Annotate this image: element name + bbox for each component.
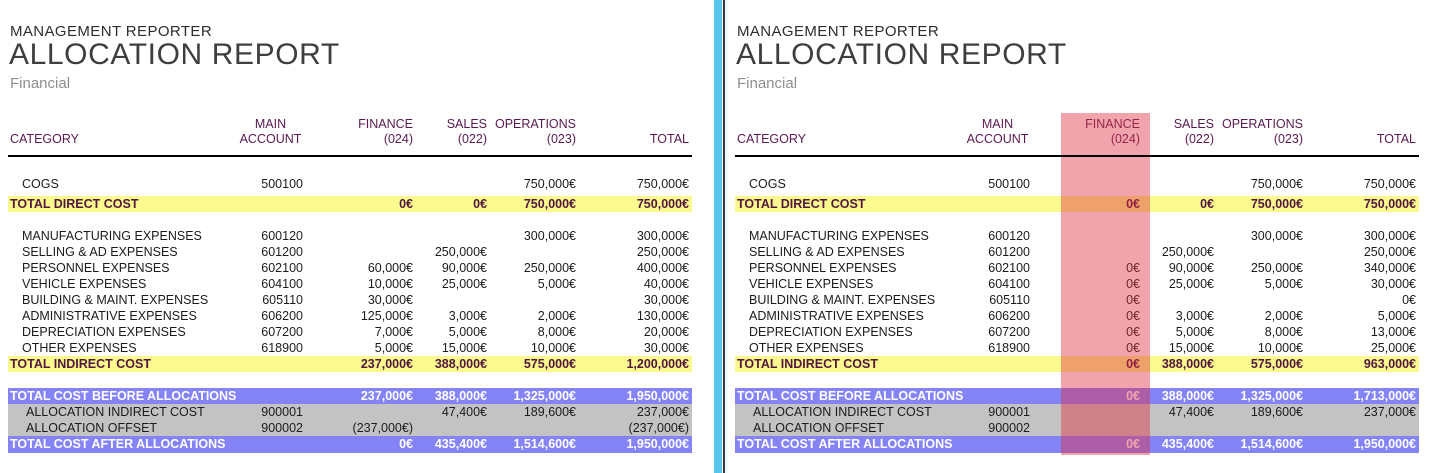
row-cell: 750,000€ xyxy=(1250,197,1303,211)
row-cell: 300,000€ xyxy=(1363,229,1416,243)
row-label: TOTAL INDIRECT COST xyxy=(737,357,878,371)
row-cell: 0€ xyxy=(399,437,413,451)
row-cell: 604100 xyxy=(988,277,1030,291)
row-cell: 47,400€ xyxy=(441,405,487,419)
row-cell xyxy=(238,212,303,228)
row-label: SELLING & AD EXPENSES xyxy=(22,245,178,259)
row-cell xyxy=(1140,228,1214,244)
row-cell xyxy=(487,292,576,308)
row-cell: 500100 xyxy=(261,177,303,191)
row-cell xyxy=(303,176,413,192)
row-cell: 340,000€ xyxy=(1363,261,1416,275)
report-table xyxy=(8,172,692,453)
column-header-row xyxy=(8,117,692,147)
row-cell: 7,000€ xyxy=(374,325,413,339)
row-cell: 0€ xyxy=(399,197,413,211)
row-cell: 0€ xyxy=(473,197,487,211)
row-cell: 5,000€ xyxy=(374,341,413,355)
column-header-line2: ACCOUNT xyxy=(239,132,302,146)
row-cell xyxy=(1140,420,1214,436)
row-cell: 0€ xyxy=(1126,197,1140,211)
row-cell xyxy=(965,356,1030,372)
row-cell xyxy=(576,372,692,388)
column-header-line1: FINANCE xyxy=(358,117,413,131)
row-label: TOTAL COST BEFORE ALLOCATIONS xyxy=(10,389,237,403)
row-cell: 30,000€ xyxy=(367,293,413,307)
row-cell: 15,000€ xyxy=(1168,341,1214,355)
row-cell xyxy=(413,372,487,388)
row-cell: 30,000€ xyxy=(1370,277,1416,291)
report-subtitle: Financial xyxy=(737,75,798,92)
row-cell: 435,400€ xyxy=(1161,437,1214,451)
row-cell xyxy=(1303,372,1419,388)
row-cell: 8,000€ xyxy=(537,325,576,339)
row-cell xyxy=(238,372,303,388)
row-cell: 750,000€ xyxy=(1363,177,1416,191)
row-label: TOTAL DIRECT COST xyxy=(10,197,139,211)
row-cell: 250,000€ xyxy=(523,261,576,275)
row-cell xyxy=(1214,212,1303,228)
row-cell: 25,000€ xyxy=(441,277,487,291)
row-cell: 435,400€ xyxy=(434,437,487,451)
row-cell xyxy=(238,356,303,372)
row-cell: 237,000€ xyxy=(636,405,689,419)
row-cell xyxy=(965,436,1030,453)
row-cell xyxy=(1214,292,1303,308)
row-cell: 25,000€ xyxy=(1168,277,1214,291)
row-cell: 601200 xyxy=(261,245,303,259)
row-cell: 1,950,000€ xyxy=(1353,437,1416,451)
row-cell: 1,950,000€ xyxy=(626,437,689,451)
row-cell: (237,000€) xyxy=(352,421,413,435)
table-row xyxy=(8,228,692,244)
row-cell xyxy=(413,176,487,192)
row-cell: 250,000€ xyxy=(1363,245,1416,259)
row-cell xyxy=(238,388,303,404)
row-cell xyxy=(1140,292,1214,308)
row-cell: 300,000€ xyxy=(523,229,576,243)
row-cell: 2,000€ xyxy=(1264,309,1303,323)
row-cell: 90,000€ xyxy=(441,261,487,275)
row-cell xyxy=(238,196,303,212)
report-subtitle: Financial xyxy=(10,75,71,92)
column-header-line1: FINANCE xyxy=(1085,117,1140,131)
row-cell: 618900 xyxy=(988,341,1030,355)
row-label xyxy=(8,372,238,388)
row-label: VEHICLE EXPENSES xyxy=(22,277,147,291)
row-label: DEPRECIATION EXPENSES xyxy=(749,325,913,339)
row-cell: 0€ xyxy=(1126,389,1140,403)
row-cell xyxy=(965,212,1030,228)
row-cell xyxy=(1140,372,1214,388)
row-cell: 1,325,000€ xyxy=(513,389,576,403)
row-cell: 0€ xyxy=(1126,357,1140,371)
row-cell xyxy=(1303,420,1419,436)
row-cell: 15,000€ xyxy=(441,341,487,355)
row-cell: 5,000€ xyxy=(1175,325,1214,339)
table-row xyxy=(8,176,692,192)
blank-row xyxy=(8,212,692,228)
row-cell: 602100 xyxy=(988,261,1030,275)
row-cell: 300,000€ xyxy=(1250,229,1303,243)
column-header-line2: CATEGORY xyxy=(10,132,79,146)
row-cell: 5,000€ xyxy=(537,277,576,291)
row-cell xyxy=(238,436,303,453)
row-cell xyxy=(413,228,487,244)
row-cell: 388,000€ xyxy=(1161,389,1214,403)
column-header-line2: ACCOUNT xyxy=(966,132,1029,146)
column-header-line2: (022) xyxy=(1184,132,1214,146)
table-row xyxy=(8,244,692,260)
row-cell: 750,000€ xyxy=(1250,177,1303,191)
row-cell: 575,000€ xyxy=(523,357,576,371)
row-cell: 750,000€ xyxy=(1363,197,1416,211)
row-cell xyxy=(413,212,487,228)
row-cell: 0€ xyxy=(1126,325,1140,339)
table-row xyxy=(8,388,692,404)
row-cell: 750,000€ xyxy=(523,177,576,191)
row-cell: 250,000€ xyxy=(1161,245,1214,259)
column-header-line1: OPERATIONS xyxy=(494,117,576,131)
column-header-line1: MAIN xyxy=(981,117,1014,131)
row-cell xyxy=(1303,212,1419,228)
column-header-line1: OPERATIONS xyxy=(1221,117,1303,131)
row-cell xyxy=(965,372,1030,388)
table-row xyxy=(8,292,692,308)
row-label: ALLOCATION INDIRECT COST xyxy=(26,405,205,419)
row-cell xyxy=(576,212,692,228)
row-cell: 300,000€ xyxy=(636,229,689,243)
row-cell: 1,514,600€ xyxy=(1240,437,1303,451)
column-header-total xyxy=(576,132,692,147)
row-cell xyxy=(487,372,576,388)
header-divider-line xyxy=(8,155,692,157)
row-cell: 606200 xyxy=(261,309,303,323)
panel-divider-line xyxy=(723,0,725,473)
row-cell: 10,000€ xyxy=(1257,341,1303,355)
row-cell: (237,000€) xyxy=(628,421,689,435)
row-cell: 90,000€ xyxy=(1168,261,1214,275)
blank-row xyxy=(8,372,692,388)
row-label xyxy=(735,372,965,388)
report-kicker: MANAGEMENT REPORTER xyxy=(10,23,213,40)
header-divider-line xyxy=(735,155,1419,157)
table-row xyxy=(8,260,692,276)
column-header-sales xyxy=(1140,117,1214,147)
row-cell: 47,400€ xyxy=(1168,405,1214,419)
row-label: TOTAL COST AFTER ALLOCATIONS xyxy=(737,437,953,451)
row-cell xyxy=(303,212,413,228)
row-cell: 1,950,000€ xyxy=(626,389,689,403)
row-cell: 605110 xyxy=(989,293,1030,307)
row-cell: 750,000€ xyxy=(636,197,689,211)
row-label: ALLOCATION OFFSET xyxy=(26,421,158,435)
row-cell xyxy=(487,212,576,228)
row-label: OTHER EXPENSES xyxy=(749,341,864,355)
row-label: MANUFACTURING EXPENSES xyxy=(749,229,929,243)
row-cell: 0€ xyxy=(1126,277,1140,291)
row-label: TOTAL COST AFTER ALLOCATIONS xyxy=(10,437,226,451)
row-cell: 500100 xyxy=(988,177,1030,191)
row-cell: 10,000€ xyxy=(530,341,576,355)
row-label: OTHER EXPENSES xyxy=(22,341,137,355)
column-header-line2: TOTAL xyxy=(649,132,689,146)
row-cell: 237,000€ xyxy=(1363,405,1416,419)
column-header-line2: (024) xyxy=(383,132,413,146)
row-cell: 900002 xyxy=(988,421,1030,435)
table-row xyxy=(8,404,692,420)
row-cell: 900001 xyxy=(261,405,303,419)
column-header-category xyxy=(735,132,965,147)
row-cell: 0€ xyxy=(1126,341,1140,355)
row-label: BUILDING & MAINT. EXPENSES xyxy=(22,293,209,307)
row-cell xyxy=(1214,372,1303,388)
finance-column-highlight xyxy=(1061,113,1150,455)
row-cell: 237,000€ xyxy=(360,357,413,371)
table-row xyxy=(8,276,692,292)
row-cell: 600120 xyxy=(261,229,303,243)
row-cell xyxy=(413,292,487,308)
row-cell: 388,000€ xyxy=(434,357,487,371)
row-cell xyxy=(1214,244,1303,260)
table-row xyxy=(8,420,692,436)
column-header-operations xyxy=(487,117,576,147)
row-cell: 3,000€ xyxy=(448,309,487,323)
row-cell: 900002 xyxy=(261,421,303,435)
row-cell xyxy=(413,420,487,436)
report-title: ALLOCATION REPORT xyxy=(9,38,340,71)
row-cell: 618900 xyxy=(261,341,303,355)
row-cell: 40,000€ xyxy=(643,277,689,291)
row-cell: 8,000€ xyxy=(1264,325,1303,339)
column-header-finance xyxy=(303,117,413,147)
row-cell: 5,000€ xyxy=(1377,309,1416,323)
row-cell: 60,000€ xyxy=(367,261,413,275)
row-label: TOTAL INDIRECT COST xyxy=(10,357,151,371)
report-title: ALLOCATION REPORT xyxy=(736,38,1067,71)
row-label: COGS xyxy=(749,177,786,191)
row-cell: 388,000€ xyxy=(1161,357,1214,371)
row-label: PERSONNEL EXPENSES xyxy=(22,261,170,275)
row-cell: 250,000€ xyxy=(636,245,689,259)
row-cell: 601200 xyxy=(988,245,1030,259)
row-label: BUILDING & MAINT. EXPENSES xyxy=(749,293,936,307)
report-panel-after xyxy=(735,0,1419,473)
table-row xyxy=(8,356,692,372)
row-cell: 607200 xyxy=(261,325,303,339)
row-cell xyxy=(303,228,413,244)
row-cell: 388,000€ xyxy=(434,389,487,403)
column-header-line2: (022) xyxy=(457,132,487,146)
row-cell xyxy=(487,420,576,436)
column-header-line1: MAIN xyxy=(254,117,287,131)
row-cell xyxy=(487,244,576,260)
row-cell: 189,600€ xyxy=(523,405,576,419)
column-header-line2: (024) xyxy=(1110,132,1140,146)
row-label: SELLING & AD EXPENSES xyxy=(749,245,905,259)
row-cell: 125,000€ xyxy=(360,309,413,323)
row-cell xyxy=(1214,420,1303,436)
row-cell: 0€ xyxy=(1126,261,1140,275)
row-cell: 30,000€ xyxy=(643,341,689,355)
row-cell: 400,000€ xyxy=(636,261,689,275)
row-cell: 13,000€ xyxy=(1370,325,1416,339)
row-cell: 900001 xyxy=(988,405,1030,419)
row-label: VEHICLE EXPENSES xyxy=(749,277,874,291)
row-cell: 1,200,000€ xyxy=(626,357,689,371)
row-cell: 606200 xyxy=(988,309,1030,323)
column-header-main-account xyxy=(238,117,303,147)
row-cell: 5,000€ xyxy=(448,325,487,339)
row-cell: 25,000€ xyxy=(1370,341,1416,355)
row-label xyxy=(735,212,965,228)
row-label: ADMINISTRATIVE EXPENSES xyxy=(749,309,924,323)
row-cell: 0€ xyxy=(1126,309,1140,323)
table-row xyxy=(8,196,692,212)
row-cell: 575,000€ xyxy=(1250,357,1303,371)
report-kicker: MANAGEMENT REPORTER xyxy=(737,23,940,40)
row-cell: 5,000€ xyxy=(1264,277,1303,291)
row-cell xyxy=(965,388,1030,404)
row-label: DEPRECIATION EXPENSES xyxy=(22,325,186,339)
row-cell: 750,000€ xyxy=(636,177,689,191)
row-label: ALLOCATION INDIRECT COST xyxy=(753,405,932,419)
row-cell: 20,000€ xyxy=(643,325,689,339)
row-cell: 2,000€ xyxy=(537,309,576,323)
table-row xyxy=(8,436,692,453)
row-cell: 604100 xyxy=(261,277,303,291)
column-header-sales xyxy=(413,117,487,147)
row-cell xyxy=(1140,176,1214,192)
row-label: TOTAL COST BEFORE ALLOCATIONS xyxy=(737,389,964,403)
column-header-operations xyxy=(1214,117,1303,147)
report-panel-before xyxy=(8,0,692,473)
column-header-line1: SALES xyxy=(446,117,487,131)
row-cell: 130,000€ xyxy=(636,309,689,323)
row-cell: 189,600€ xyxy=(1250,405,1303,419)
row-cell xyxy=(303,244,413,260)
row-cell xyxy=(303,404,413,420)
column-header-line1: SALES xyxy=(1173,117,1214,131)
row-cell: 600120 xyxy=(988,229,1030,243)
row-cell xyxy=(965,196,1030,212)
row-cell: 605110 xyxy=(262,293,303,307)
row-cell: 10,000€ xyxy=(367,277,413,291)
table-row xyxy=(8,308,692,324)
column-header-total xyxy=(1303,132,1419,147)
row-cell: 1,325,000€ xyxy=(1240,389,1303,403)
row-cell: 607200 xyxy=(988,325,1030,339)
row-cell: 0€ xyxy=(1126,293,1140,307)
row-cell xyxy=(303,372,413,388)
row-label xyxy=(8,212,238,228)
column-header-line2: (023) xyxy=(546,132,576,146)
row-cell: 3,000€ xyxy=(1175,309,1214,323)
row-cell: 0€ xyxy=(1402,293,1416,307)
row-label: ADMINISTRATIVE EXPENSES xyxy=(22,309,197,323)
column-header-main-account xyxy=(965,117,1030,147)
row-cell: 1,713,000€ xyxy=(1353,389,1416,403)
row-cell: 250,000€ xyxy=(1250,261,1303,275)
row-label: COGS xyxy=(22,177,59,191)
table-row xyxy=(8,324,692,340)
row-cell: 602100 xyxy=(261,261,303,275)
column-header-line2: TOTAL xyxy=(1376,132,1416,146)
row-cell: 250,000€ xyxy=(434,245,487,259)
row-cell: 237,000€ xyxy=(360,389,413,403)
column-header-category xyxy=(8,132,238,147)
row-cell: 963,000€ xyxy=(1363,357,1416,371)
row-cell: 0€ xyxy=(1126,437,1140,451)
row-label: MANUFACTURING EXPENSES xyxy=(22,229,202,243)
column-header-line2: CATEGORY xyxy=(737,132,806,146)
row-cell: 0€ xyxy=(1200,197,1214,211)
row-cell: 30,000€ xyxy=(643,293,689,307)
row-cell xyxy=(1140,212,1214,228)
row-cell: 1,514,600€ xyxy=(513,437,576,451)
row-cell: 750,000€ xyxy=(523,197,576,211)
column-header-line2: (023) xyxy=(1273,132,1303,146)
row-label: TOTAL DIRECT COST xyxy=(737,197,866,211)
table-row xyxy=(8,340,692,356)
row-label: PERSONNEL EXPENSES xyxy=(749,261,897,275)
row-label: ALLOCATION OFFSET xyxy=(753,421,885,435)
panel-divider-bar xyxy=(714,0,722,473)
